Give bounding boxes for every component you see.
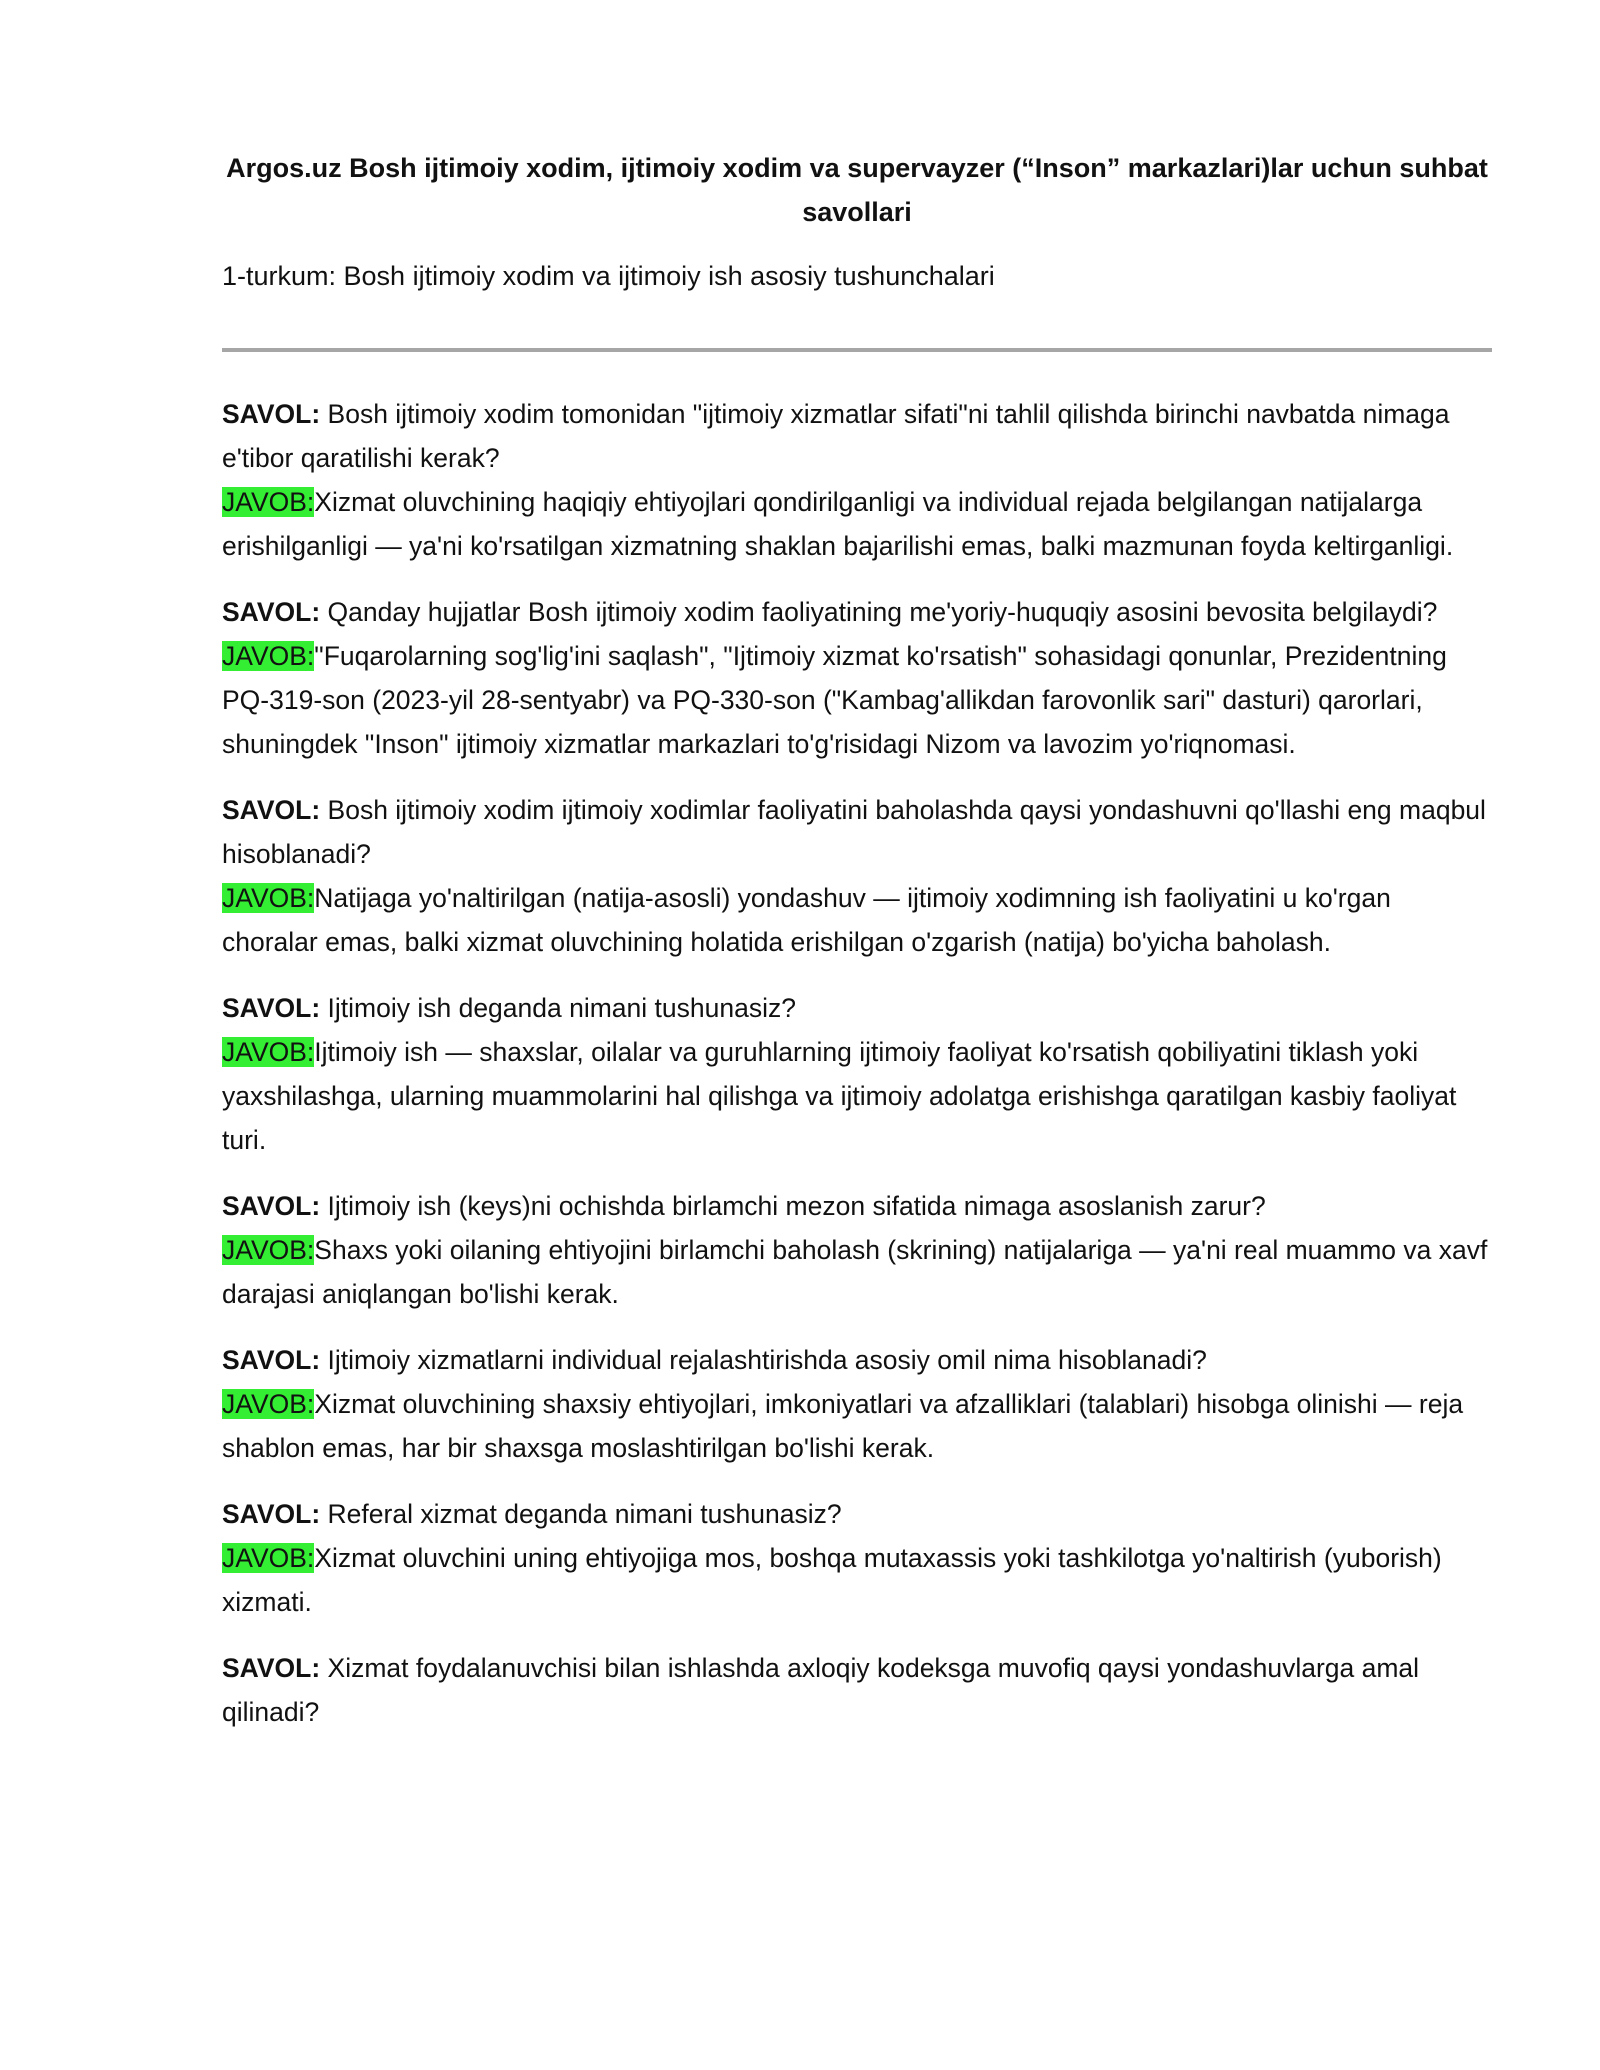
qa-item (222, 1184, 1492, 1316)
answer (222, 480, 1492, 568)
qa-item (222, 590, 1492, 766)
question (222, 1184, 1492, 1228)
answer (222, 876, 1492, 964)
question-text: Bosh ijtimoiy xodim ijtimoiy xodimlar faoliyatini baholashda qaysi yondashuvni qo'llashi eng maqbul hisoblanadi? (222, 795, 1486, 869)
question-text: Bosh ijtimoiy xodim tomonidan "ijtimoiy xizmatlar sifati"ni tahlil qilishda birinchi navbatda nimaga e'tibor qaratilishi kerak? (222, 399, 1450, 473)
answer-label: JAVOB: (222, 641, 315, 671)
question (222, 986, 1492, 1030)
answer-label: JAVOB: (222, 1389, 315, 1419)
qa-item (222, 392, 1492, 568)
answer-text: Ijtimoiy ish — shaxslar, oilalar va guruhlarning ijtimoiy faoliyat ko'rsatish qobiliyatini tiklash yoki yaxshilashga, ularning muammolarini hal qilishga va ijtimoiy adolatga erishishga qaratilgan kasbiy faoliyat turi. (222, 1037, 1457, 1155)
question-text: Referal xizmat deganda nimani tushunasiz? (327, 1499, 842, 1529)
answer-label: JAVOB: (222, 1037, 315, 1067)
question-label: SAVOL: (222, 1191, 321, 1221)
qa-item (222, 788, 1492, 964)
answer-text: Shaxs yoki oilaning ehtiyojini birlamchi baholash (skrining) natijalariga — ya'ni real muammo va xavf darajasi aniqlangan bo'lishi kerak. (222, 1235, 1488, 1309)
question (222, 590, 1492, 634)
answer (222, 1228, 1492, 1316)
answer (222, 1536, 1492, 1624)
question-label: SAVOL: (222, 597, 321, 627)
question-label: SAVOL: (222, 795, 321, 825)
question-text: Xizmat foydalanuvchisi bilan ishlashda axloqiy kodeksga muvofiq qaysi yondashuvlarga amal qilinadi? (222, 1653, 1420, 1727)
qa-item (222, 986, 1492, 1162)
answer-text: "Fuqarolarning sog'lig'ini saqlash", "Ijtimoiy xizmat ko'rsatish" sohasidagi qonunlar, Prezidentning PQ-319-son (2023-yil 28-sentyabr) va PQ-330-son ("Kambag'allikdan farovonlik sari" dasturi) qarorlari, shuningdek "Inson" ijtimoiy xizmatlar markazlari to'g'risidagi Nizom va lavozim yo'riqnomasi. (222, 641, 1447, 759)
document-subtitle: 1-turkum: Bosh ijtimoiy xodim va ijtimoiy ish asosiy tushunchalari (222, 261, 995, 291)
horizontal-divider (222, 348, 1492, 352)
answer-label: JAVOB: (222, 487, 315, 517)
answer (222, 1382, 1492, 1470)
question (222, 1492, 1492, 1536)
qa-item (222, 1492, 1492, 1624)
question-label: SAVOL: (222, 1499, 321, 1529)
question (222, 1646, 1492, 1734)
question-label: SAVOL: (222, 1345, 321, 1375)
answer (222, 1030, 1492, 1162)
question-label: SAVOL: (222, 1653, 321, 1683)
question-text: Ijtimoiy xizmatlarni individual rejalashtirishda asosiy omil nima hisoblanadi? (327, 1345, 1207, 1375)
question (222, 1338, 1492, 1382)
qa-item (222, 1646, 1492, 1734)
answer-text: Xizmat oluvchini uning ehtiyojiga mos, boshqa mutaxassis yoki tashkilotga yo'naltirish (yuborish) xizmati. (222, 1543, 1442, 1617)
answer-label: JAVOB: (222, 883, 315, 913)
answer-text: Xizmat oluvchining haqiqiy ehtiyojlari qondirilganligi va individual rejada belgilangan natijalarga erishilganligi — ya'ni ko'rsatilgan xizmatning shaklan bajarilishi emas, balki mazmunan foyda keltirganligi. (222, 487, 1454, 561)
answer-text: Natijaga yo'naltirilgan (natija-asosli) yondashuv — ijtimoiy xodimning ish faoliyatini u ko'rgan choralar emas, balki xizmat oluvchining holatida erishilgan o'zgarish (natija) bo'yicha baholash. (222, 883, 1391, 957)
question (222, 392, 1492, 480)
answer-label: JAVOB: (222, 1543, 315, 1573)
question (222, 788, 1492, 876)
question-text: Ijtimoiy ish deganda nimani tushunasiz? (327, 993, 796, 1023)
question-label: SAVOL: (222, 993, 321, 1023)
document-title: Argos.uz Bosh ijtimoiy xodim, ijtimoiy xodim va supervayzer (“Inson” markazlari)lar uchun suhbat savollari (226, 153, 1488, 227)
qa-item (222, 1338, 1492, 1470)
answer-text: Xizmat oluvchining shaxsiy ehtiyojlari, imkoniyatlari va afzalliklari (talablari) hisobga olinishi — reja shablon emas, har bir shaxsga moslashtirilgan bo'lishi kerak. (222, 1389, 1464, 1463)
question-text: Ijtimoiy ish (keys)ni ochishda birlamchi mezon sifatida nimaga asoslanish zarur? (327, 1191, 1266, 1221)
document-page (222, 146, 1492, 1756)
answer-label: JAVOB: (222, 1235, 315, 1265)
question-label: SAVOL: (222, 399, 321, 429)
answer (222, 634, 1492, 766)
question-text: Qanday hujjatlar Bosh ijtimoiy xodim faoliyatining me'yoriy-huquqiy asosini bevosita belgilaydi? (327, 597, 1438, 627)
